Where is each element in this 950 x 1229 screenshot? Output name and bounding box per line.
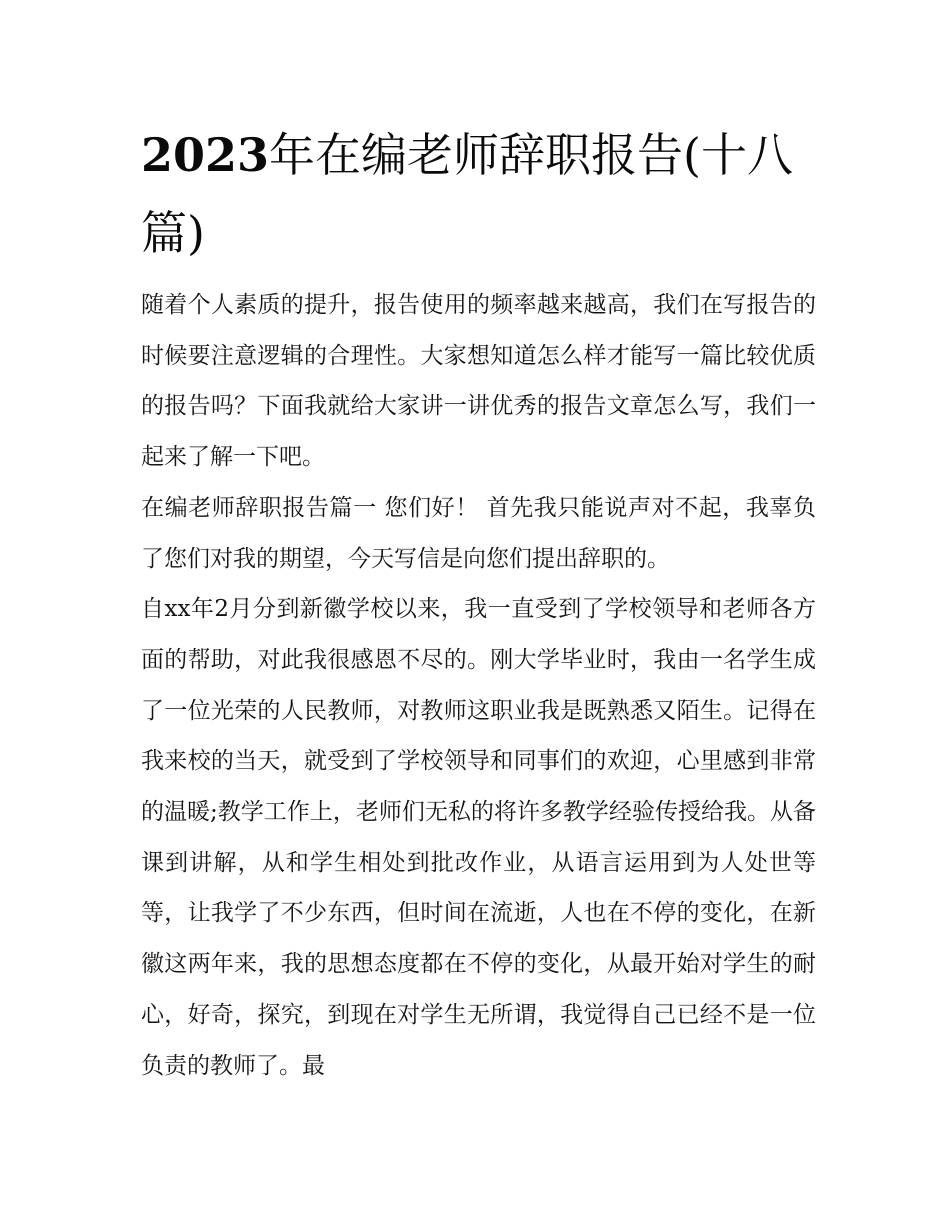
title-text: 年在编老师辞职报告(十八篇) [141,128,793,260]
greeting-paragraph: 在编老师辞职报告篇一 您们好！ 首先我只能说声对不起，我辜负了您们对我的期望，今天写信是向您们提出辞职的。 [141,494,816,572]
document-body [141,116,816,1091]
body-paragraph: 自xx年2月分到新徽学校以来，我一直受到了学校领导和老师各方面的帮助，对此我很感恩不尽的。刚大学毕业时，我由一名学生成了一位光荣的人民教师，对教师这职业我是既熟悉又陌生。记得在我来校的当天，就受到了学校领导和同事们的欢迎，心里感到非常的温暖;教学工作上，老师们无私的将许多教学经验传授给我。从备课到讲解，从和学生相处到批改作业，从语言运用到为人处世等等，让我学了不少东西，但时间在流逝，人也在不停的变化，在新徽这两年来，我的思想态度都在不停的变化，从最开始对学生的耐心，好奇，探究，到现在对学生无所谓，我觉得自己已经不是一位负责的教师了。最 [141,596,816,1079]
intro-paragraph: 随着个人素质的提升，报告使用的频率越来越高，我们在写报告的时候要注意逻辑的合理性。大家想知道怎么样才能写一篇比较优质的报告吗？下面我就给大家讲一讲优秀的报告文章怎么写，我们一起来了解一下吧。 [141,292,816,471]
title-year: 2023 [141,128,270,182]
document-title [141,116,816,272]
